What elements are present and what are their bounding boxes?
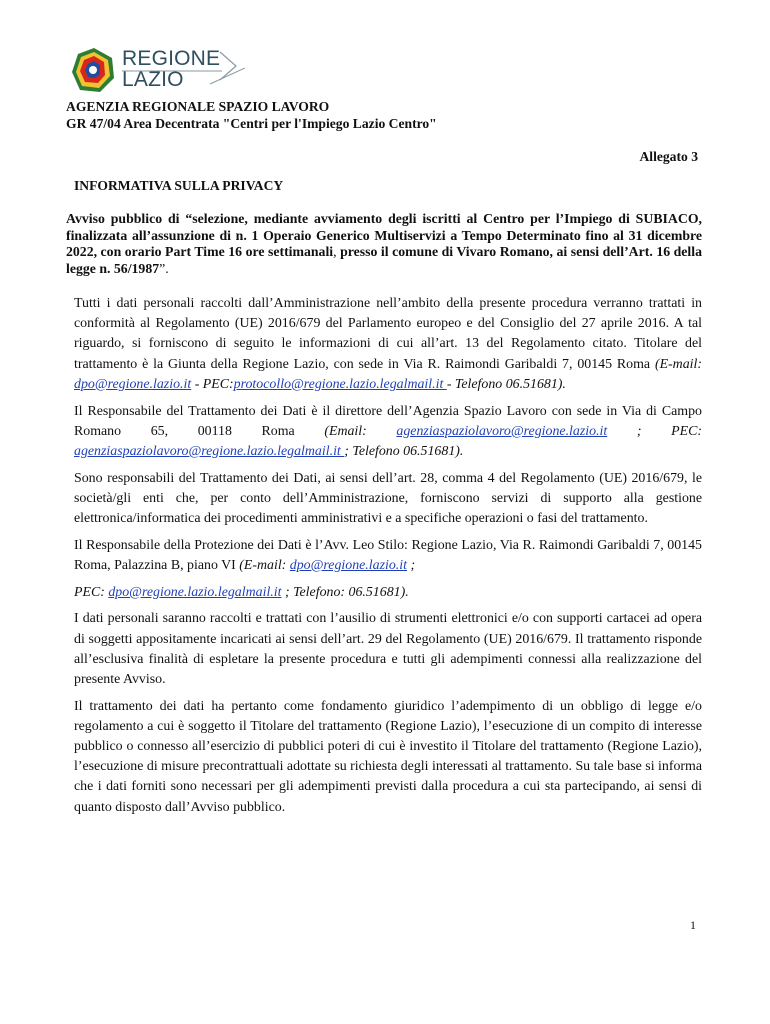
page-number: 1 (690, 918, 696, 932)
agency-name: AGENZIA REGIONALE SPAZIO LAVORO (66, 99, 330, 114)
titolare-email-link[interactable]: dpo@regione.lazio.it (74, 376, 192, 392)
paragraph-responsabile (74, 402, 702, 463)
dpo-pec-link[interactable]: dpo@regione.lazio.legalmail.it (108, 584, 282, 600)
paragraph-fondamento: Il trattamento dei dati ha pertanto come fondamento giuridico l’adempimento di un obbligo di legge e/o regolamento a cui è soggetto il Titolare del trattamento (Regione Lazio), l’esecuzione di un compito di interesse pubblico o connesso all’esercizio di pubblici poteri di cui è investito il Titolare del trattamento (Regione Lazio), l’esecuzione di misure precontrattuali adottate su richiesta degli interessati al trattamento. Su tale base si informa che i dati forniti sono necessari per gli adempimenti previsti dalla procedura a cui sta partecipando, ai sensi di quanto disposto dall’Avviso pubblico. (74, 698, 702, 815)
privacy-body (74, 294, 702, 824)
paragraph-dpo-text: Il Responsabile della Protezione dei Dati è l’Avv. Leo Stilo: Regione Lazio, Via R. Raimondi Garibaldi 7, 00145 Roma, Palazzina B, piano VI (74, 537, 702, 573)
regione-lazio-logo (70, 46, 245, 94)
document-title: INFORMATIVA SULLA PRIVACY (74, 178, 284, 193)
area-name: GR 47/04 Area Decentrata "Centri per l'Impiego Lazio Centro" (66, 116, 437, 131)
avviso-end: ”. (159, 260, 169, 276)
paragraph-titolare-text: Tutti i dati personali raccolti dall’Amministrazione nell’ambito della presente procedura verranno trattati in conformità al Regolamento (UE) 2016/679 del Parlamento europeo e del Consiglio del 27 aprile 2016. A tal riguardo, si forniscono di seguito le informazioni di cui all’art. 13 del Regolamento citato. Titolare del trattamento è la Giunta della Regione Lazio, con sede in Via R. Raimondi Garibaldi 7, 00145 Roma (74, 296, 702, 372)
avviso-text-1: Avviso pubblico di “selezione, mediante avviamento degli iscritti al Centro per l’Impiego di SUBIACO, finalizzata all’assunzione di n. 1 Operaio Generico Multiservizi a Tempo Determinato fino al 31 dicembre 2022, con orario Part Time 16 ore settimanali (66, 211, 702, 259)
titolare-pec-label: - PEC: (191, 376, 234, 392)
paragraph-responsabile-text: Il Responsabile del Trattamento dei Dati è il direttore dell’Agenzia Spazio Lavoro con sede in Via di Campo Romano 65, 00118 Roma (74, 403, 702, 439)
responsabile-pec-link[interactable]: agenziaspaziolavoro@regione.lazio.legalmail.it (74, 443, 345, 459)
paragraph-dpo-pec (74, 583, 702, 603)
dpo-email-label: (E-mail: (239, 557, 290, 573)
logo-line-2: LAZIO (122, 68, 184, 91)
dpo-telefono: ; Telefono: 06.51681). (281, 584, 409, 600)
paragraph-responsabili-trattamento: Sono responsabili del Trattamento dei Dati, ai sensi dell’art. 28, comma 4 del Regolamento (UE) 2016/679, le società/gli enti che, per conto dell’Amministrazione, forniscono servizi di supporto alla gestione elettronica/informatica dei procedimenti amministrativi e a specifiche operazioni o fasi del trattamento. (74, 470, 702, 527)
responsabile-email-label: (Email: (324, 423, 397, 439)
dpo-pec-label: PEC: (74, 584, 109, 600)
dpo-email-link[interactable]: dpo@regione.lazio.it (289, 557, 407, 573)
logo-line-1: REGIONE (122, 47, 221, 70)
responsabile-telefono: ; Telefono 06.51681). (344, 443, 464, 459)
dpo-email-end: ; (407, 557, 416, 573)
avviso-text-2: presso il comune di Vivaro Romano, ai sensi dell’Art. 16 della legge n. 56/1987 (66, 244, 702, 276)
titolare-pec-link[interactable]: protocollo@regione.lazio.legalmail.it (233, 376, 447, 392)
titolare-telefono: - Telefono 06.51681). (446, 376, 566, 392)
avviso-separator: , (333, 244, 337, 259)
responsabile-email-link[interactable]: agenziaspaziolavoro@regione.lazio.it (396, 423, 608, 439)
allegato-label: Allegato 3 (639, 149, 698, 164)
avviso-heading (66, 211, 702, 277)
paragraph-dpo (74, 536, 702, 576)
paragraph-modalita: I dati personali saranno raccolti e trattati con l’ausilio di strumenti elettronici e/o con supporti cartacei ad opera di soggetti appositamente incaricati ai sensi dell’art. 29 del Regolamento (UE) 2016/679. Il trattamento risponde all’esclusiva finalità di espletare la presente procedura e tutti gli adempimenti connessi alla realizzazione del presente Avviso. (74, 611, 702, 687)
paragraph-titolare (74, 294, 702, 395)
responsabile-pec-label: ; PEC: (607, 423, 702, 439)
titolare-email-label: (E-mail: (654, 356, 702, 372)
logo-text (122, 48, 220, 90)
